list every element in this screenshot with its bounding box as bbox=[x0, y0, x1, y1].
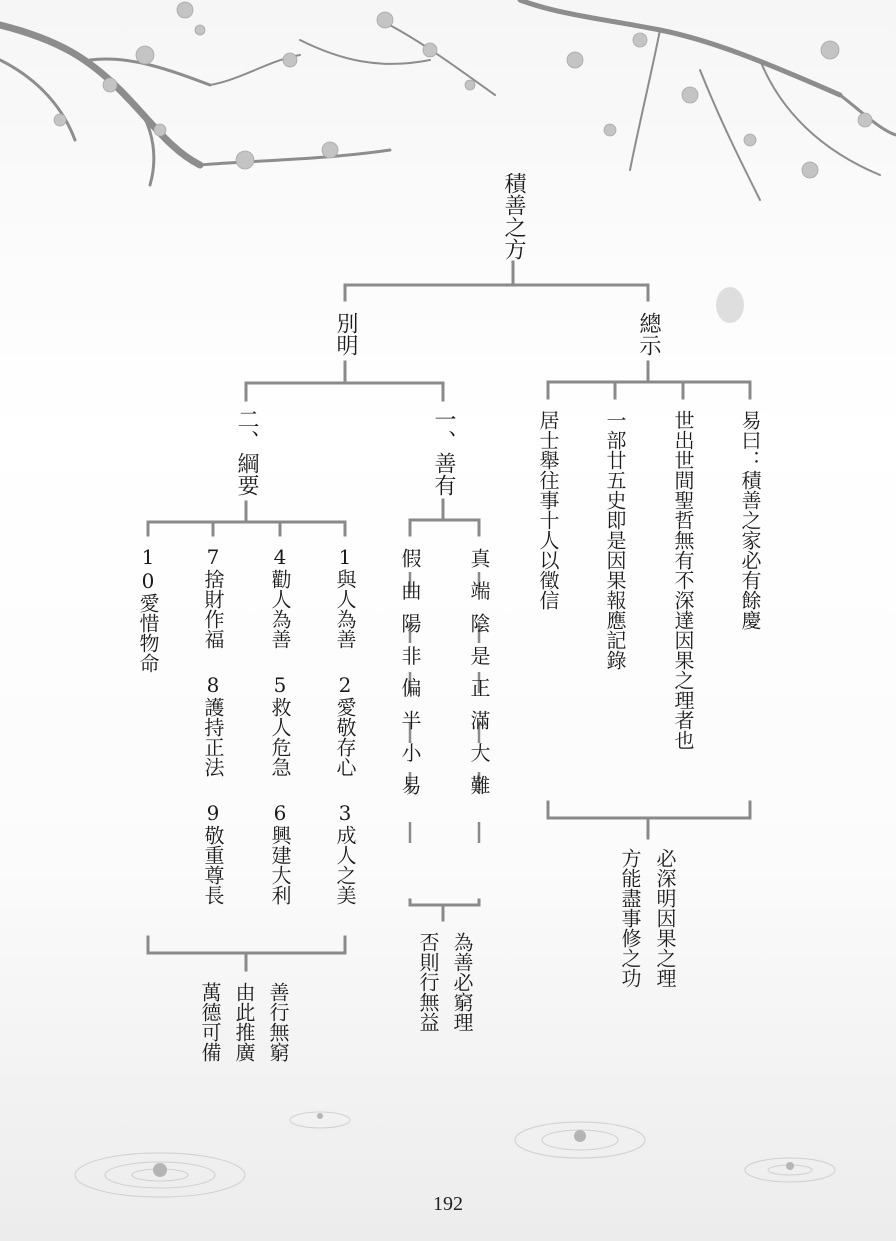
zhen-column: 真端陰是正滿大難 bbox=[467, 548, 491, 808]
gangyao-summary-3: 萬德可備 bbox=[198, 982, 222, 1062]
zongshi-item-4: 居士舉往事十人以徵信 bbox=[536, 410, 560, 610]
jia-column: 假曲陽非偏半小易 bbox=[398, 548, 422, 808]
shanyou-summary-2: 否則行無益 bbox=[416, 932, 440, 1032]
gangyao-summary-2: 由此推廣 bbox=[232, 982, 256, 1062]
shanyou-summary-1: 為善必窮理 bbox=[450, 932, 474, 1032]
branch-zongshi: 總示 bbox=[636, 312, 661, 356]
gangyao-item-7: 7捨財作福 bbox=[201, 545, 225, 649]
gangyao-item-8: 8護持正法 bbox=[201, 673, 225, 777]
gangyao-item-4: 4勸人為善 bbox=[268, 545, 292, 649]
branch-bieming: 別明 bbox=[333, 312, 358, 356]
zongshi-summary-1: 必深明因果之理 bbox=[653, 848, 677, 988]
gangyao-item-2: 2愛敬存心 bbox=[333, 673, 357, 777]
gangyao-summary-1: 善行無窮 bbox=[266, 982, 290, 1062]
zongshi-item-3: 一部廿五史即是因果報應記錄 bbox=[603, 410, 627, 670]
zongshi-item-1: 易曰：積善之家必有餘慶 bbox=[738, 410, 762, 630]
zongshi-item-2: 世出世間聖哲無有不深達因果之理者也 bbox=[671, 410, 695, 750]
gangyao-item-5: 5救人危急 bbox=[268, 673, 292, 777]
gangyao-item-9: 9敬重尊長 bbox=[201, 801, 225, 905]
gangyao-item-3: 3成人之美 bbox=[333, 801, 357, 905]
page-number: 192 bbox=[433, 1193, 463, 1215]
node-shanyou: 一、善有 bbox=[431, 408, 456, 496]
gangyao-item-10: 10愛惜物命 bbox=[136, 545, 160, 673]
gangyao-item-6: 6興建大利 bbox=[268, 801, 292, 905]
root-node: 積善之方 bbox=[501, 172, 526, 260]
gangyao-item-1: 1與人為善 bbox=[333, 545, 357, 649]
zongshi-summary-2: 方能盡事修之功 bbox=[618, 848, 642, 988]
node-gangyao: 二、綱要 bbox=[234, 408, 259, 496]
